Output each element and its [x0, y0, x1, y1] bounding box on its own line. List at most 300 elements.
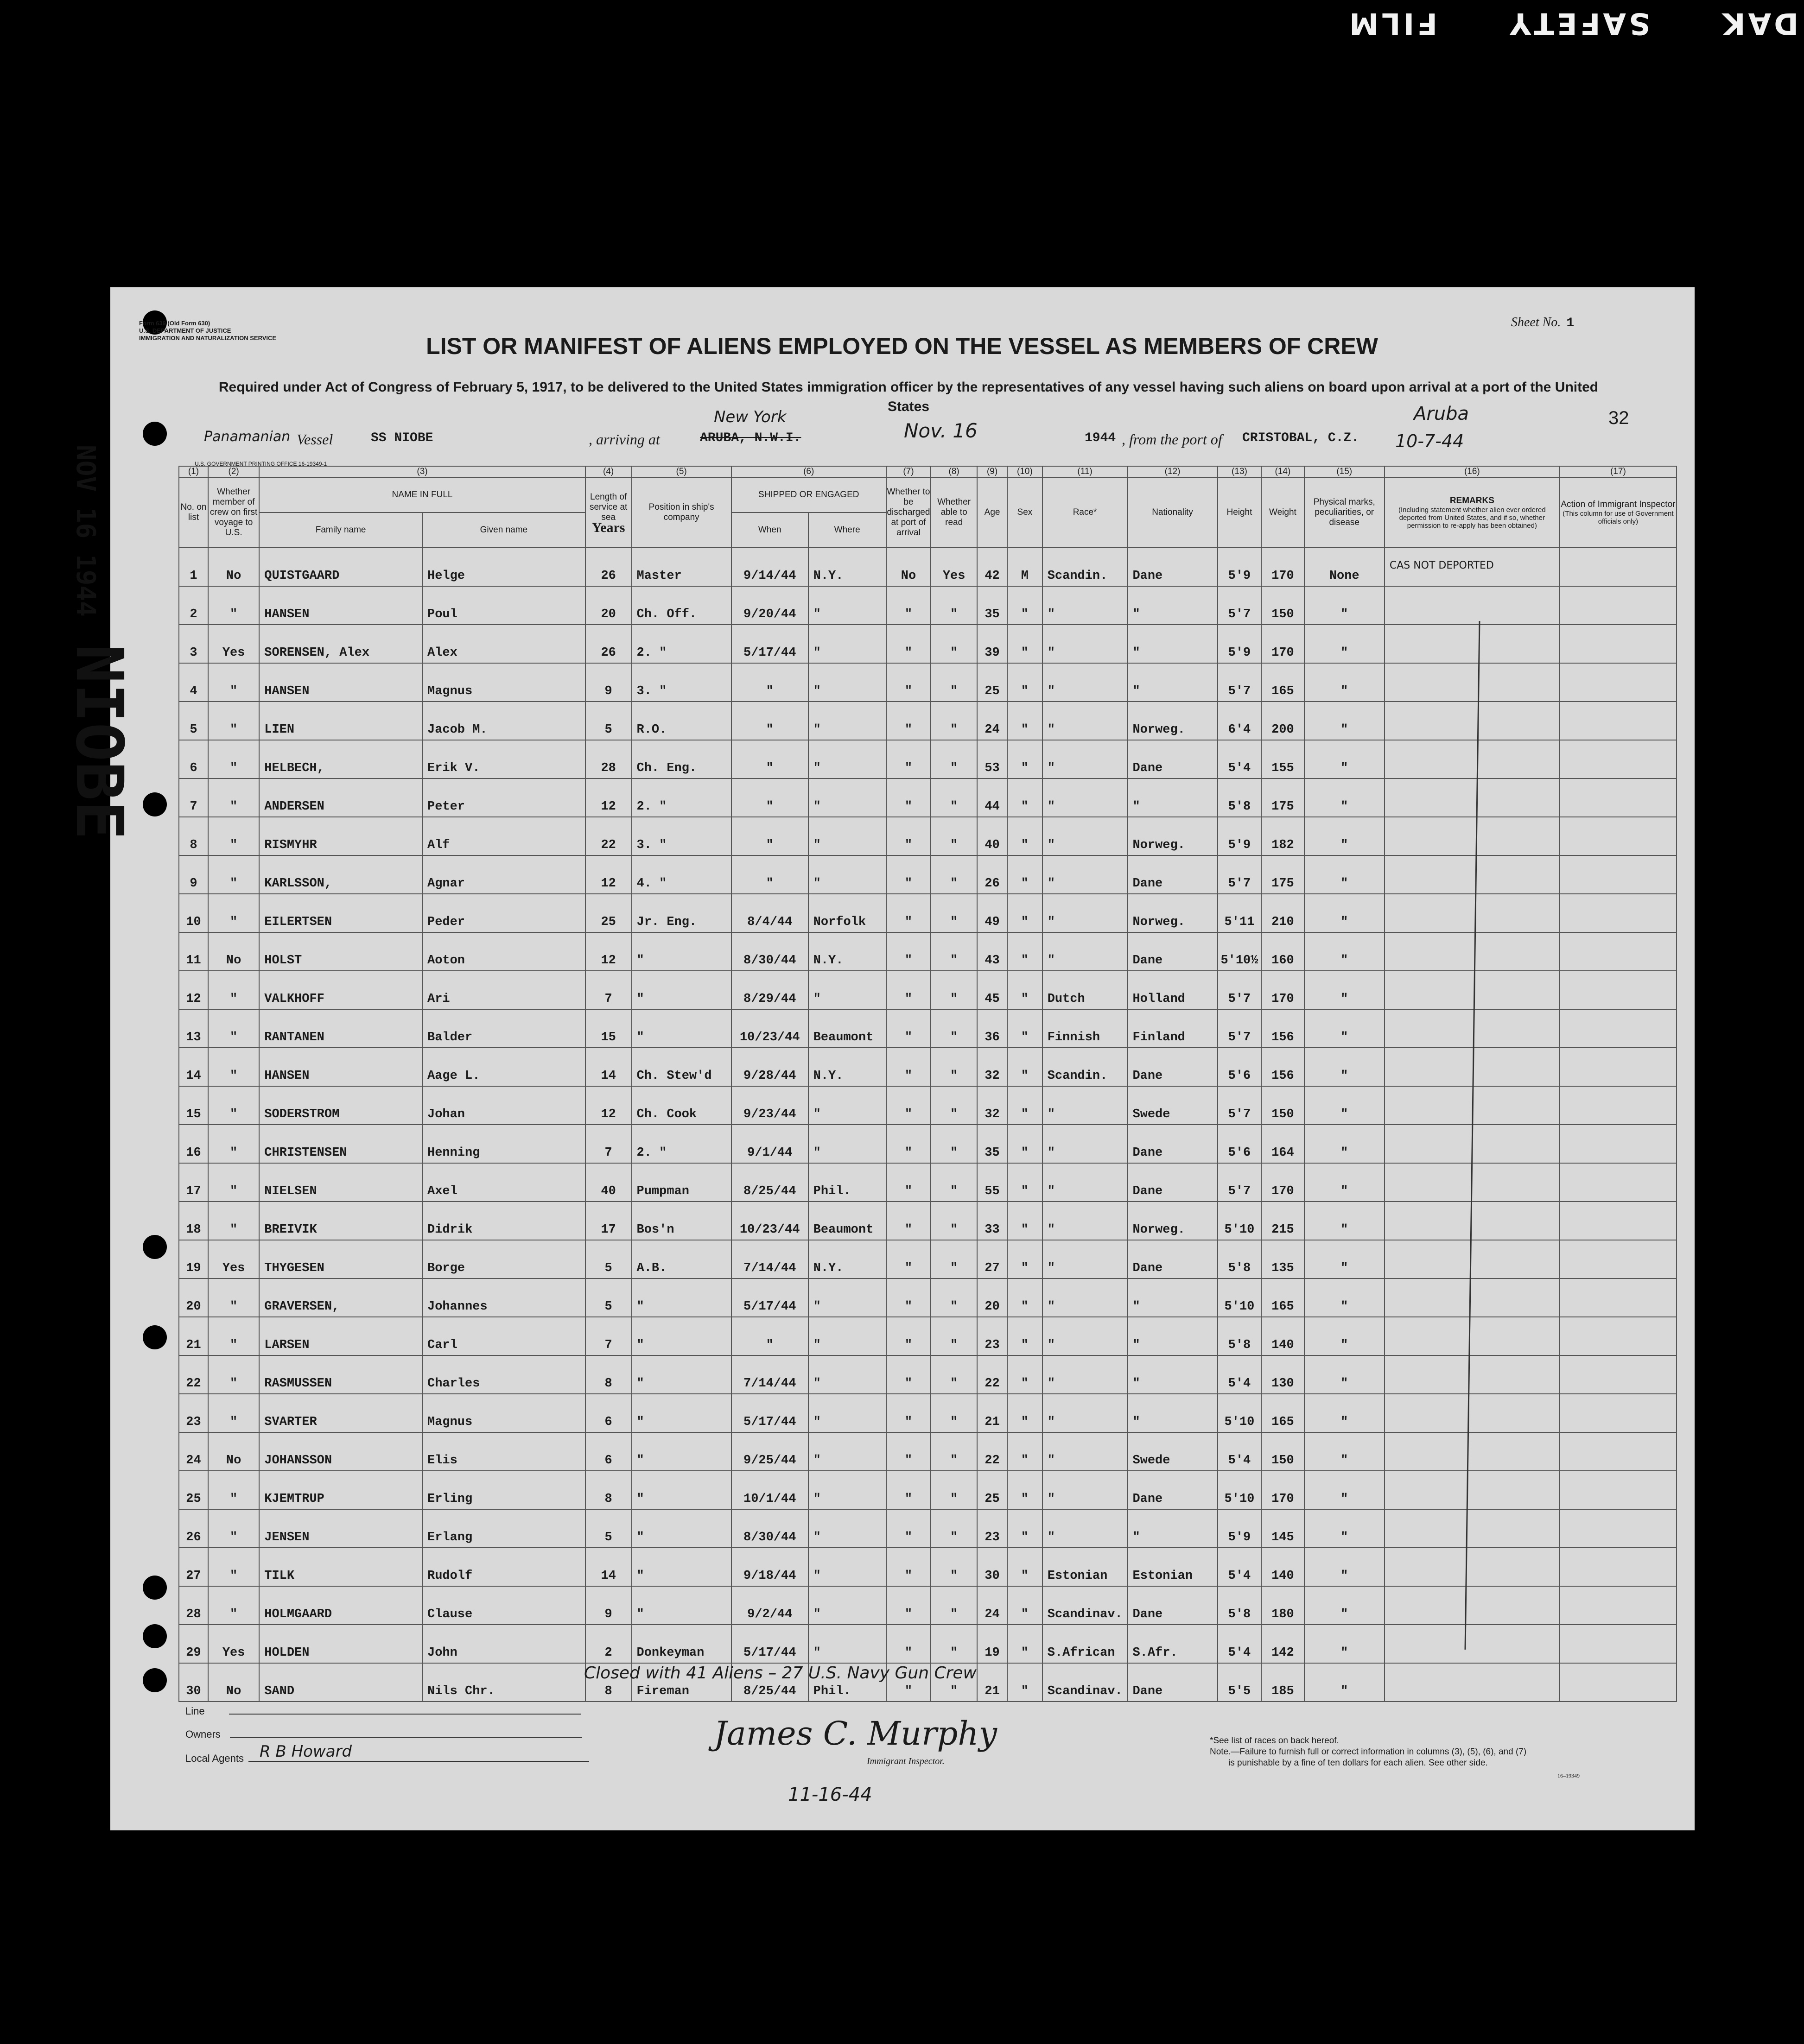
cell-row-number: 13 — [179, 1009, 208, 1048]
cell-height: 5'9 — [1218, 548, 1262, 586]
cell-row-number: 26 — [179, 1509, 208, 1548]
cell-weight: 175 — [1261, 778, 1304, 817]
arriving-hand: New York — [714, 408, 787, 426]
cell-family-name: KJEMTRUP — [259, 1471, 422, 1509]
cell-weight: 150 — [1261, 1086, 1304, 1125]
cell-first-voyage: " — [208, 1086, 259, 1125]
cell-shipped-where: Norfolk — [808, 894, 886, 932]
cell-discharged: " — [886, 932, 931, 971]
col-num: (8) — [931, 466, 977, 477]
cell-discharged: " — [886, 1048, 931, 1086]
cell-service-years: 8 — [585, 1471, 632, 1509]
cell-nationality: " — [1127, 625, 1217, 663]
cell-able-to-read: " — [931, 894, 977, 932]
cell-family-name: CHRISTENSEN — [259, 1125, 422, 1163]
col-num: (3) — [259, 466, 585, 477]
cell-age: 32 — [977, 1086, 1007, 1125]
cell-first-voyage: " — [208, 778, 259, 817]
cell-first-voyage: " — [208, 740, 259, 778]
cell-able-to-read: " — [931, 932, 977, 971]
header-first-voyage: Whether member of crew on first voyage to U.S. — [208, 477, 259, 548]
crew-rows — [179, 548, 1677, 1702]
cell-given-name: Magnus — [422, 1394, 585, 1432]
header-remarks-label: REMARKS — [1449, 495, 1494, 506]
cell-row-number: 7 — [179, 778, 208, 817]
col-num: (5) — [632, 466, 731, 477]
cell-inspector-action — [1560, 1240, 1677, 1278]
cell-service-years: 40 — [585, 1163, 632, 1202]
cell-family-name: HELBECH, — [259, 740, 422, 778]
cell-nationality: Dane — [1127, 740, 1217, 778]
cell-age: 19 — [977, 1625, 1007, 1663]
cell-position: 4. " — [632, 855, 731, 894]
cell-shipped-when: 9/23/44 — [731, 1086, 808, 1125]
cell-family-name: HANSEN — [259, 586, 422, 625]
cell-height: 5'9 — [1218, 625, 1262, 663]
header-shipped: SHIPPED OR ENGAGED — [731, 477, 886, 513]
cell-weight: 170 — [1261, 1471, 1304, 1509]
cell-row-number: 6 — [179, 740, 208, 778]
cell-row-number: 4 — [179, 663, 208, 702]
cell-shipped-when: 5/17/44 — [731, 1394, 808, 1432]
cell-weight: 180 — [1261, 1586, 1304, 1625]
cell-family-name: HOLMGAARD — [259, 1586, 422, 1625]
cell-shipped-when: 8/4/44 — [731, 894, 808, 932]
cell-family-name: RASMUSSEN — [259, 1355, 422, 1394]
cell-weight: 150 — [1261, 586, 1304, 625]
cell-race: " — [1042, 1355, 1128, 1394]
cell-family-name: TILK — [259, 1548, 422, 1586]
cell-inspector-action — [1560, 1125, 1677, 1163]
cell-row-number: 9 — [179, 855, 208, 894]
cell-family-name: HANSEN — [259, 1048, 422, 1086]
cell-given-name: Borge — [422, 1240, 585, 1278]
cell-discharged: " — [886, 778, 931, 817]
cell-shipped-when: 9/2/44 — [731, 1586, 808, 1625]
cell-discharged: " — [886, 740, 931, 778]
cell-able-to-read: " — [931, 663, 977, 702]
header-length-label: Length of service at sea — [589, 492, 628, 522]
cell-race: " — [1042, 586, 1128, 625]
cell-first-voyage: " — [208, 855, 259, 894]
cell-sex: " — [1007, 1317, 1042, 1355]
cell-race: " — [1042, 1125, 1128, 1163]
cell-discharged: " — [886, 586, 931, 625]
cell-discharged: " — [886, 1355, 931, 1394]
cell-inspector-action — [1560, 894, 1677, 932]
cell-sex: " — [1007, 855, 1042, 894]
sheet-number — [1511, 315, 1574, 330]
cell-shipped-when: 10/23/44 — [731, 1009, 808, 1048]
cell-service-years: 28 — [585, 740, 632, 778]
cell-row-number: 21 — [179, 1317, 208, 1355]
cell-weight: 130 — [1261, 1355, 1304, 1394]
cell-discharged: " — [886, 855, 931, 894]
cell-row-number: 27 — [179, 1548, 208, 1586]
cell-given-name: Clause — [422, 1586, 585, 1625]
cell-sex: " — [1007, 1202, 1042, 1240]
cell-position: " — [632, 1394, 731, 1432]
header-action-sub: (This column for use of Government officials only) — [1563, 510, 1674, 525]
cell-given-name: Carl — [422, 1317, 585, 1355]
header-physical: Physical marks, peculiarities, or disease — [1304, 477, 1385, 548]
page-title: LIST OR MANIFEST OF ALIENS EMPLOYED ON THE VESSEL AS MEMBERS OF CREW — [426, 333, 1378, 359]
arrival-year: 1944 — [1085, 431, 1116, 445]
cell-height: 5'8 — [1218, 778, 1262, 817]
cell-age: 49 — [977, 894, 1007, 932]
cell-height: 5'4 — [1218, 1432, 1262, 1471]
cell-sex: " — [1007, 1625, 1042, 1663]
cell-race: S.African — [1042, 1625, 1128, 1663]
table-row — [179, 932, 1677, 971]
cell-first-voyage: " — [208, 817, 259, 855]
cell-shipped-where: " — [808, 1586, 886, 1625]
cell-height: 5'6 — [1218, 1125, 1262, 1163]
cell-service-years: 8 — [585, 1663, 632, 1702]
cell-row-number: 22 — [179, 1355, 208, 1394]
cell-family-name: EILERTSEN — [259, 894, 422, 932]
cell-first-voyage: Yes — [208, 1625, 259, 1663]
cell-physical-marks: " — [1304, 1163, 1385, 1202]
col-num: (14) — [1261, 466, 1304, 477]
cell-able-to-read: " — [931, 625, 977, 663]
owners-blank — [230, 1737, 582, 1738]
cell-inspector-action — [1560, 740, 1677, 778]
cell-remarks — [1385, 586, 1560, 625]
cell-inspector-action — [1560, 702, 1677, 740]
cell-height: 5'7 — [1218, 971, 1262, 1009]
cell-remarks — [1385, 1625, 1560, 1663]
cell-height: 5'10 — [1218, 1202, 1262, 1240]
cell-remarks — [1385, 1432, 1560, 1471]
cell-shipped-when: " — [731, 1317, 808, 1355]
cell-remarks — [1385, 971, 1560, 1009]
header-when: When — [731, 513, 808, 548]
table-row — [179, 702, 1677, 740]
col-num: (1) — [179, 466, 208, 477]
cell-able-to-read: " — [931, 1509, 977, 1548]
cell-service-years: 12 — [585, 855, 632, 894]
col-num: (16) — [1385, 466, 1560, 477]
table-row — [179, 1163, 1677, 1202]
cell-shipped-where: Beaumont — [808, 1009, 886, 1048]
table-row — [179, 855, 1677, 894]
cell-family-name: SVARTER — [259, 1394, 422, 1432]
cell-shipped-when: 5/17/44 — [731, 1278, 808, 1317]
cell-family-name: NIELSEN — [259, 1163, 422, 1202]
cell-race: Estonian — [1042, 1548, 1128, 1586]
cell-inspector-action — [1560, 932, 1677, 971]
cell-physical-marks: " — [1304, 586, 1385, 625]
cell-given-name: Peder — [422, 894, 585, 932]
cell-height: 5'6 — [1218, 1048, 1262, 1086]
cell-position: 2. " — [632, 1125, 731, 1163]
cell-inspector-action — [1560, 1509, 1677, 1548]
cell-physical-marks: " — [1304, 1394, 1385, 1432]
cell-height: 5'4 — [1218, 1625, 1262, 1663]
header-sex: Sex — [1007, 477, 1042, 548]
cell-age: 35 — [977, 586, 1007, 625]
cell-height: 5'8 — [1218, 1240, 1262, 1278]
cell-height: 5'8 — [1218, 1586, 1262, 1625]
cell-position: Jr. Eng. — [632, 894, 731, 932]
cell-sex: " — [1007, 1471, 1042, 1509]
cell-height: 5'5 — [1218, 1663, 1262, 1702]
cell-inspector-action — [1560, 663, 1677, 702]
cell-able-to-read: " — [931, 1278, 977, 1317]
cell-shipped-where: N.Y. — [808, 1240, 886, 1278]
cell-remarks — [1385, 1394, 1560, 1432]
cell-height: 5'8 — [1218, 1317, 1262, 1355]
cell-given-name: Erlang — [422, 1509, 585, 1548]
cell-sex: " — [1007, 586, 1042, 625]
cell-shipped-where: " — [808, 663, 886, 702]
cell-shipped-where: Beaumont — [808, 1202, 886, 1240]
cell-inspector-action — [1560, 1086, 1677, 1125]
cell-shipped-when: 8/30/44 — [731, 932, 808, 971]
cell-position: " — [632, 971, 731, 1009]
cell-remarks — [1385, 625, 1560, 663]
cell-service-years: 6 — [585, 1394, 632, 1432]
punch-hole — [143, 1624, 167, 1648]
cell-weight: 170 — [1261, 971, 1304, 1009]
cell-row-number: 23 — [179, 1394, 208, 1432]
table-row — [179, 740, 1677, 778]
cell-shipped-when: 9/1/44 — [731, 1125, 808, 1163]
cell-able-to-read: " — [931, 1086, 977, 1125]
cell-family-name: SODERSTROM — [259, 1086, 422, 1125]
cell-first-voyage: " — [208, 1548, 259, 1586]
inspector-label: Immigrant Inspector. — [867, 1756, 945, 1766]
header-read: Whether able to read — [931, 477, 977, 548]
agents-hand: R B Howard — [260, 1742, 352, 1761]
cell-age: 26 — [977, 855, 1007, 894]
cell-given-name: Poul — [422, 586, 585, 625]
cell-nationality: Dane — [1127, 1586, 1217, 1625]
cell-family-name: RANTANEN — [259, 1009, 422, 1048]
cell-inspector-action — [1560, 1355, 1677, 1394]
cell-remarks — [1385, 1355, 1560, 1394]
col-num: (10) — [1007, 466, 1042, 477]
cell-shipped-where: " — [808, 1125, 886, 1163]
cell-shipped-when: " — [731, 778, 808, 817]
cell-row-number: 20 — [179, 1278, 208, 1317]
table-row — [179, 971, 1677, 1009]
port-hand: Aruba — [1414, 403, 1469, 424]
cell-able-to-read: " — [931, 1048, 977, 1086]
cell-sex: " — [1007, 1586, 1042, 1625]
table-row — [179, 894, 1677, 932]
cell-row-number: 29 — [179, 1625, 208, 1663]
col-num: (4) — [585, 466, 632, 477]
cell-position: Master — [632, 548, 731, 586]
cell-nationality: Dane — [1127, 1048, 1217, 1086]
cell-discharged: " — [886, 1163, 931, 1202]
cell-weight: 215 — [1261, 1202, 1304, 1240]
cell-shipped-when: 9/14/44 — [731, 548, 808, 586]
cell-service-years: 5 — [585, 1240, 632, 1278]
header-weight: Weight — [1261, 477, 1304, 548]
cell-row-number: 12 — [179, 971, 208, 1009]
cell-weight: 160 — [1261, 932, 1304, 971]
cell-weight: 164 — [1261, 1125, 1304, 1163]
cell-nationality: Holland — [1127, 971, 1217, 1009]
cell-discharged: " — [886, 971, 931, 1009]
cell-nationality: Norweg. — [1127, 1202, 1217, 1240]
cell-row-number: 17 — [179, 1163, 208, 1202]
cell-age: 23 — [977, 1509, 1007, 1548]
cell-age: 22 — [977, 1432, 1007, 1471]
cell-discharged: No — [886, 548, 931, 586]
cell-race: " — [1042, 1240, 1128, 1278]
cell-first-voyage: No — [208, 548, 259, 586]
cell-given-name: Johan — [422, 1086, 585, 1125]
cell-height: 5'7 — [1218, 586, 1262, 625]
cell-shipped-when: 5/17/44 — [731, 1625, 808, 1663]
cell-able-to-read: " — [931, 1317, 977, 1355]
cell-sex: " — [1007, 1048, 1042, 1086]
cell-shipped-where: " — [808, 1548, 886, 1586]
cell-given-name: Aoton — [422, 932, 585, 971]
cell-position: " — [632, 1278, 731, 1317]
cell-inspector-action — [1560, 1163, 1677, 1202]
cell-remarks — [1385, 894, 1560, 932]
cell-position: Bos'n — [632, 1202, 731, 1240]
table-row — [179, 1048, 1677, 1086]
footnote-fine: is punishable by a fine of ten dollars for each alien. See other side. — [1228, 1758, 1488, 1768]
cell-inspector-action — [1560, 1548, 1677, 1586]
cell-discharged: " — [886, 1278, 931, 1317]
cell-discharged: " — [886, 817, 931, 855]
cell-given-name: Magnus — [422, 663, 585, 702]
table-row — [179, 1240, 1677, 1278]
arrival-date: Nov. 16 — [904, 419, 978, 442]
cell-weight: 145 — [1261, 1509, 1304, 1548]
cell-race: " — [1042, 817, 1128, 855]
cell-family-name: KARLSSON, — [259, 855, 422, 894]
cell-weight: 165 — [1261, 1278, 1304, 1317]
cell-age: 20 — [977, 1278, 1007, 1317]
cell-sex: " — [1007, 1394, 1042, 1432]
header-remarks-sub: (Including statement whether alien ever ordered deported from United States, and if so, whether permission to re-apply has been obtained) — [1398, 506, 1546, 530]
table-row — [179, 586, 1677, 625]
page-number: 32 — [1608, 408, 1629, 428]
cell-shipped-where: " — [808, 740, 886, 778]
signed-date: 11-16-44 — [788, 1784, 872, 1805]
cell-first-voyage: " — [208, 1202, 259, 1240]
cell-given-name: Alf — [422, 817, 585, 855]
cell-nationality: Norweg. — [1127, 817, 1217, 855]
cell-shipped-where: " — [808, 1471, 886, 1509]
cell-height: 6'4 — [1218, 702, 1262, 740]
film-edge-print — [686, 0, 1798, 46]
cell-position: " — [632, 1586, 731, 1625]
cell-physical-marks: " — [1304, 625, 1385, 663]
cell-age: 35 — [977, 1125, 1007, 1163]
cell-position: Ch. Off. — [632, 586, 731, 625]
inspector-signature: James C. Murphy — [714, 1715, 997, 1753]
cell-inspector-action — [1560, 1048, 1677, 1086]
cell-sex: " — [1007, 1086, 1042, 1125]
cell-weight: 165 — [1261, 663, 1304, 702]
cell-discharged: " — [886, 1471, 931, 1509]
cell-sex: M — [1007, 548, 1042, 586]
header-discharged: Whether to be discharged at port of arrival — [886, 477, 931, 548]
cell-height: 5'11 — [1218, 894, 1262, 932]
cell-able-to-read: " — [931, 1471, 977, 1509]
cell-service-years: 5 — [585, 1278, 632, 1317]
cell-shipped-where: N.Y. — [808, 1048, 886, 1086]
cell-row-number: 30 — [179, 1663, 208, 1702]
cell-first-voyage: " — [208, 1125, 259, 1163]
punch-hole — [143, 1668, 167, 1692]
cell-race: " — [1042, 1394, 1128, 1432]
cell-age: 40 — [977, 817, 1007, 855]
cell-inspector-action — [1560, 548, 1677, 586]
cell-weight: 150 — [1261, 1432, 1304, 1471]
cell-first-voyage: No — [208, 932, 259, 971]
table-row — [179, 1394, 1677, 1432]
cell-service-years: 2 — [585, 1625, 632, 1663]
flag-hand: Panamanian — [204, 429, 291, 445]
header-no-on-list: No. on list — [179, 477, 208, 548]
cell-remarks — [1385, 1317, 1560, 1355]
cell-height: 5'7 — [1218, 1086, 1262, 1125]
film-text: DAK — [1719, 6, 1798, 40]
cell-remarks — [1385, 1240, 1560, 1278]
cell-service-years: 8 — [585, 1355, 632, 1394]
cell-weight: 170 — [1261, 548, 1304, 586]
cell-family-name: SAND — [259, 1663, 422, 1702]
stamp-vessel: NIOBE — [61, 644, 137, 840]
cell-able-to-read: " — [931, 1625, 977, 1663]
cell-able-to-read: " — [931, 586, 977, 625]
cell-row-number: 19 — [179, 1240, 208, 1278]
cell-inspector-action — [1560, 586, 1677, 625]
cell-remarks: CAS NOT DEPORTED — [1385, 548, 1560, 586]
cell-position: R.O. — [632, 702, 731, 740]
cell-first-voyage: " — [208, 1586, 259, 1625]
cell-row-number: 5 — [179, 702, 208, 740]
cell-first-voyage: " — [208, 1048, 259, 1086]
cell-shipped-when: 9/18/44 — [731, 1548, 808, 1586]
cell-given-name: Peter — [422, 778, 585, 817]
header-length — [585, 477, 632, 548]
cell-first-voyage: Yes — [208, 625, 259, 663]
cell-first-voyage: " — [208, 586, 259, 625]
cell-shipped-when: 5/17/44 — [731, 625, 808, 663]
cell-row-number: 15 — [179, 1086, 208, 1125]
cell-able-to-read: " — [931, 1355, 977, 1394]
cell-family-name: SORENSEN, Alex — [259, 625, 422, 663]
cell-row-number: 28 — [179, 1586, 208, 1625]
cell-first-voyage: " — [208, 1009, 259, 1048]
cell-weight: 156 — [1261, 1048, 1304, 1086]
cell-shipped-where: " — [808, 778, 886, 817]
cell-inspector-action — [1560, 971, 1677, 1009]
cell-physical-marks: " — [1304, 1125, 1385, 1163]
cell-sex: " — [1007, 971, 1042, 1009]
cell-given-name: Erik V. — [422, 740, 585, 778]
cell-first-voyage: " — [208, 702, 259, 740]
header-remarks — [1385, 477, 1560, 548]
cell-discharged: " — [886, 1586, 931, 1625]
cell-height: 5'7 — [1218, 1009, 1262, 1048]
cell-position: Ch. Stew'd — [632, 1048, 731, 1086]
cell-family-name: HOLST — [259, 932, 422, 971]
col-num: (13) — [1218, 466, 1262, 477]
cell-weight: 165 — [1261, 1394, 1304, 1432]
